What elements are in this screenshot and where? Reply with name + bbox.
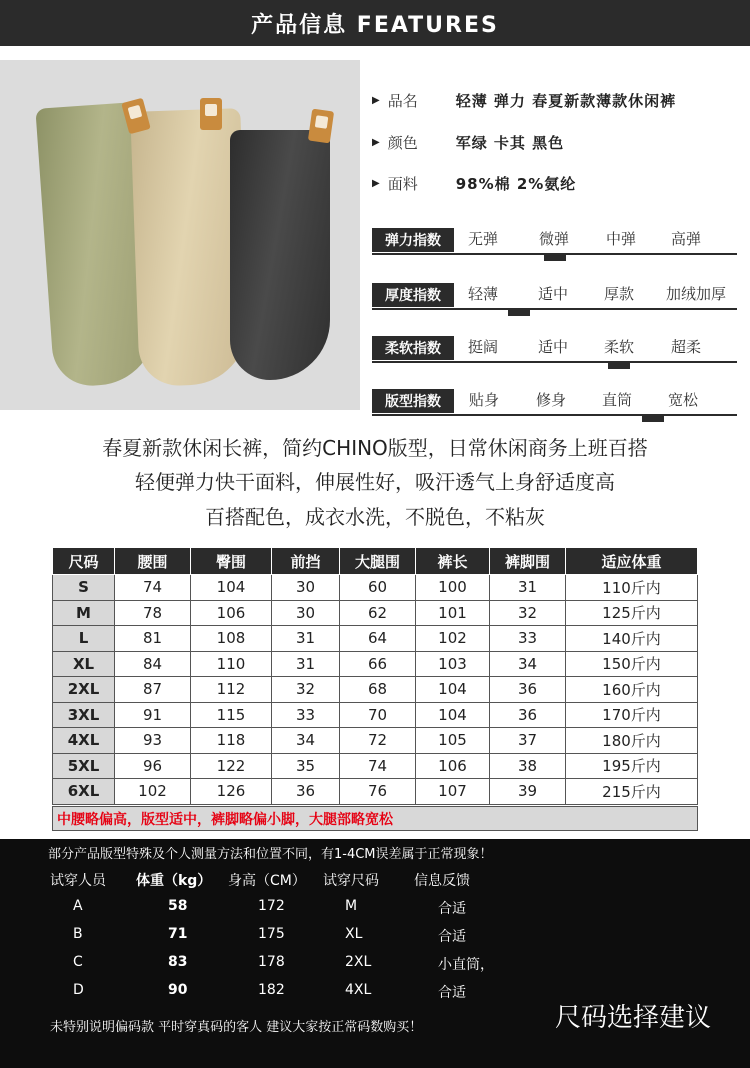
info-fabric: [372, 173, 576, 194]
measure-cell: 115: [191, 702, 272, 728]
fit-cell: 2XL: [345, 954, 372, 970]
measure-cell: 100: [416, 575, 490, 601]
measure-cell: 36: [272, 779, 340, 805]
index-marker: [508, 308, 530, 316]
size-table-header: [53, 548, 698, 575]
index-fit: [372, 387, 737, 417]
measure-cell: 30: [272, 575, 340, 601]
measure-cell: 150斤内: [566, 651, 698, 677]
measure-cell: 110斤内: [566, 575, 698, 601]
measure-cell: 84: [115, 651, 191, 677]
index-option: 挺阔: [468, 338, 499, 356]
measure-cell: 32: [272, 677, 340, 703]
fit-cell: C: [73, 954, 83, 970]
size-cell: 6XL: [53, 779, 115, 805]
fit-cell: 58: [168, 898, 188, 914]
fit-cell: 4XL: [345, 982, 372, 998]
info-value: 98%棉 2%氨纶: [455, 175, 577, 193]
measure-cell: 160斤内: [566, 677, 698, 703]
measure-cell: 110: [191, 651, 272, 677]
measurement-note: 部分产品版型特殊及个人测量方法和位置不同，有1-4CM误差属于正常现象！: [48, 847, 493, 862]
measure-cell: 38: [490, 753, 566, 779]
measure-cell: 33: [272, 702, 340, 728]
measure-cell: 62: [340, 600, 416, 626]
black-pants-image: [230, 130, 330, 380]
index-line: [372, 414, 737, 416]
measure-cell: 122: [191, 753, 272, 779]
triangle-icon: ▶: [372, 137, 380, 148]
measure-cell: 215斤内: [566, 779, 698, 805]
fit-cell: 172: [258, 898, 285, 914]
fit-header: 试穿尺码: [323, 873, 379, 889]
info-label: 颜色: [387, 134, 418, 152]
index-option: 超柔: [671, 338, 702, 356]
measure-cell: 76: [340, 779, 416, 805]
measure-cell: 31: [272, 626, 340, 652]
header-cell: 大腿围: [340, 548, 416, 575]
description-line: 百搭配色，成衣水洗，不脱色，不粘灰: [205, 505, 545, 529]
fit-cell: A: [73, 898, 83, 914]
index-softness: [372, 334, 737, 364]
product-photo: [0, 60, 360, 410]
measure-cell: 34: [490, 651, 566, 677]
index-line: [372, 361, 737, 363]
info-label: 品名: [387, 92, 418, 110]
measure-cell: 70: [340, 702, 416, 728]
index-title: 柔软指数: [372, 336, 454, 360]
fit-cell: 合适: [438, 901, 466, 917]
measure-cell: 106: [191, 600, 272, 626]
price-tag-icon: [200, 98, 222, 130]
index-line: [372, 308, 737, 310]
size-row: [53, 575, 698, 601]
fit-cell: 合适: [438, 985, 466, 1001]
measure-cell: 96: [115, 753, 191, 779]
measure-cell: 72: [340, 728, 416, 754]
index-option: 贴身: [469, 391, 500, 409]
measure-cell: 102: [416, 626, 490, 652]
header-cell: 尺码: [53, 548, 115, 575]
index-option: 加绒加厚: [666, 285, 727, 303]
index-option: 适中: [538, 285, 569, 303]
size-cell: XL: [53, 651, 115, 677]
measure-cell: 36: [490, 702, 566, 728]
measure-cell: 68: [340, 677, 416, 703]
measure-cell: 66: [340, 651, 416, 677]
size-advice-title: 尺码选择建议: [555, 1003, 712, 1033]
measure-cell: 34: [272, 728, 340, 754]
size-note: 中腰略偏高，版型适中，裤脚略偏小脚，大腿部略宽松: [52, 806, 698, 831]
index-option: 宽松: [668, 391, 699, 409]
fit-cell: 178: [258, 954, 285, 970]
header-cell: 适应体重: [566, 548, 698, 575]
size-cell: 3XL: [53, 702, 115, 728]
measure-cell: 140斤内: [566, 626, 698, 652]
measure-cell: 36: [490, 677, 566, 703]
index-option: 修身: [536, 391, 567, 409]
index-marker: [544, 253, 566, 261]
measure-cell: 112: [191, 677, 272, 703]
fit-cell: 71: [168, 926, 188, 942]
measure-cell: 101: [416, 600, 490, 626]
size-row: [53, 779, 698, 805]
measure-cell: 93: [115, 728, 191, 754]
fit-header: 身高（CM）: [228, 873, 306, 889]
fit-cell: 小直筒，: [438, 957, 494, 973]
size-cell: 4XL: [53, 728, 115, 754]
measure-cell: 170斤内: [566, 702, 698, 728]
info-color: [372, 132, 564, 153]
fit-cell: 175: [258, 926, 285, 942]
measure-cell: 118: [191, 728, 272, 754]
triangle-icon: ▶: [372, 178, 380, 189]
measure-cell: 37: [490, 728, 566, 754]
measure-cell: 87: [115, 677, 191, 703]
measure-cell: 64: [340, 626, 416, 652]
size-row: [53, 728, 698, 754]
measure-cell: 106: [416, 753, 490, 779]
triangle-icon: ▶: [372, 95, 380, 106]
index-option: 微弹: [539, 230, 570, 248]
fit-cell: M: [345, 898, 358, 914]
features-header: [0, 0, 750, 46]
index-option: 适中: [538, 338, 569, 356]
header-title: 产品信息 FEATURES: [251, 12, 499, 38]
size-row: [53, 600, 698, 626]
header-cell: 腰围: [115, 548, 191, 575]
info-value: 军绿 卡其 黑色: [455, 134, 565, 152]
fit-header: 体重（kg）: [136, 873, 212, 889]
index-thickness: [372, 281, 737, 311]
size-cell: M: [53, 600, 115, 626]
info-name: [372, 90, 676, 111]
description-line: 春夏新款休闲长裤，简约CHINO版型，日常休闲商务上班百搭: [102, 436, 648, 460]
measure-cell: 180斤内: [566, 728, 698, 754]
measure-cell: 31: [272, 651, 340, 677]
fit-cell: 83: [168, 954, 188, 970]
measure-cell: 81: [115, 626, 191, 652]
fit-cell: 90: [168, 982, 188, 998]
header-cell: 臀围: [191, 548, 272, 575]
measure-cell: 108: [191, 626, 272, 652]
measure-cell: 104: [416, 702, 490, 728]
description-line: 轻便弹力快干面料，伸展性好，吸汗透气上身舒适度高: [135, 470, 615, 494]
index-option: 无弹: [468, 230, 499, 248]
price-tag-icon: [308, 109, 334, 144]
measure-cell: 105: [416, 728, 490, 754]
index-title: 弹力指数: [372, 228, 454, 252]
size-row: [53, 702, 698, 728]
measure-cell: 60: [340, 575, 416, 601]
size-cell: 5XL: [53, 753, 115, 779]
index-option: 高弹: [671, 230, 702, 248]
size-cell: S: [53, 575, 115, 601]
fit-section: [0, 839, 750, 1068]
size-cell: 2XL: [53, 677, 115, 703]
index-option: 厚款: [604, 285, 635, 303]
measure-cell: 30: [272, 600, 340, 626]
index-stretch: [372, 226, 737, 256]
size-table: [52, 547, 698, 805]
index-option: 中弹: [606, 230, 637, 248]
index-marker: [642, 414, 664, 422]
size-cell: L: [53, 626, 115, 652]
measure-cell: 125斤内: [566, 600, 698, 626]
index-title: 厚度指数: [372, 283, 454, 307]
measure-cell: 31: [490, 575, 566, 601]
info-label: 面料: [387, 175, 418, 193]
index-option: 直筒: [602, 391, 633, 409]
measure-cell: 91: [115, 702, 191, 728]
size-row: [53, 753, 698, 779]
measure-cell: 126: [191, 779, 272, 805]
size-row: [53, 677, 698, 703]
fit-cell: 合适: [438, 929, 466, 945]
measure-cell: 104: [416, 677, 490, 703]
index-option: 轻薄: [468, 285, 499, 303]
size-row: [53, 626, 698, 652]
header-cell: 裤长: [416, 548, 490, 575]
measure-cell: 104: [191, 575, 272, 601]
measure-cell: 74: [115, 575, 191, 601]
fit-cell: XL: [345, 926, 363, 942]
measure-cell: 103: [416, 651, 490, 677]
measure-cell: 32: [490, 600, 566, 626]
measure-cell: 102: [115, 779, 191, 805]
measure-cell: 107: [416, 779, 490, 805]
measure-cell: 74: [340, 753, 416, 779]
measure-cell: 35: [272, 753, 340, 779]
measure-cell: 78: [115, 600, 191, 626]
fit-header: 试穿人员: [50, 873, 106, 889]
header-cell: 裤脚围: [490, 548, 566, 575]
index-title: 版型指数: [372, 389, 454, 413]
size-row: [53, 651, 698, 677]
measure-cell: 33: [490, 626, 566, 652]
index-option: 柔软: [604, 338, 635, 356]
fit-cell: 182: [258, 982, 285, 998]
header-cell: 前挡: [272, 548, 340, 575]
fit-cell: D: [73, 982, 84, 998]
measure-cell: 195斤内: [566, 753, 698, 779]
fit-cell: B: [73, 926, 83, 942]
measure-cell: 39: [490, 779, 566, 805]
size-advice-note: 未特别说明偏码款 平时穿真码的客人 建议大家按正常码数购买！: [50, 1020, 423, 1035]
index-marker: [608, 361, 630, 369]
info-value: 轻薄 弹力 春夏新款薄款休闲裤: [455, 92, 677, 110]
fit-header: 信息反馈: [414, 873, 470, 889]
